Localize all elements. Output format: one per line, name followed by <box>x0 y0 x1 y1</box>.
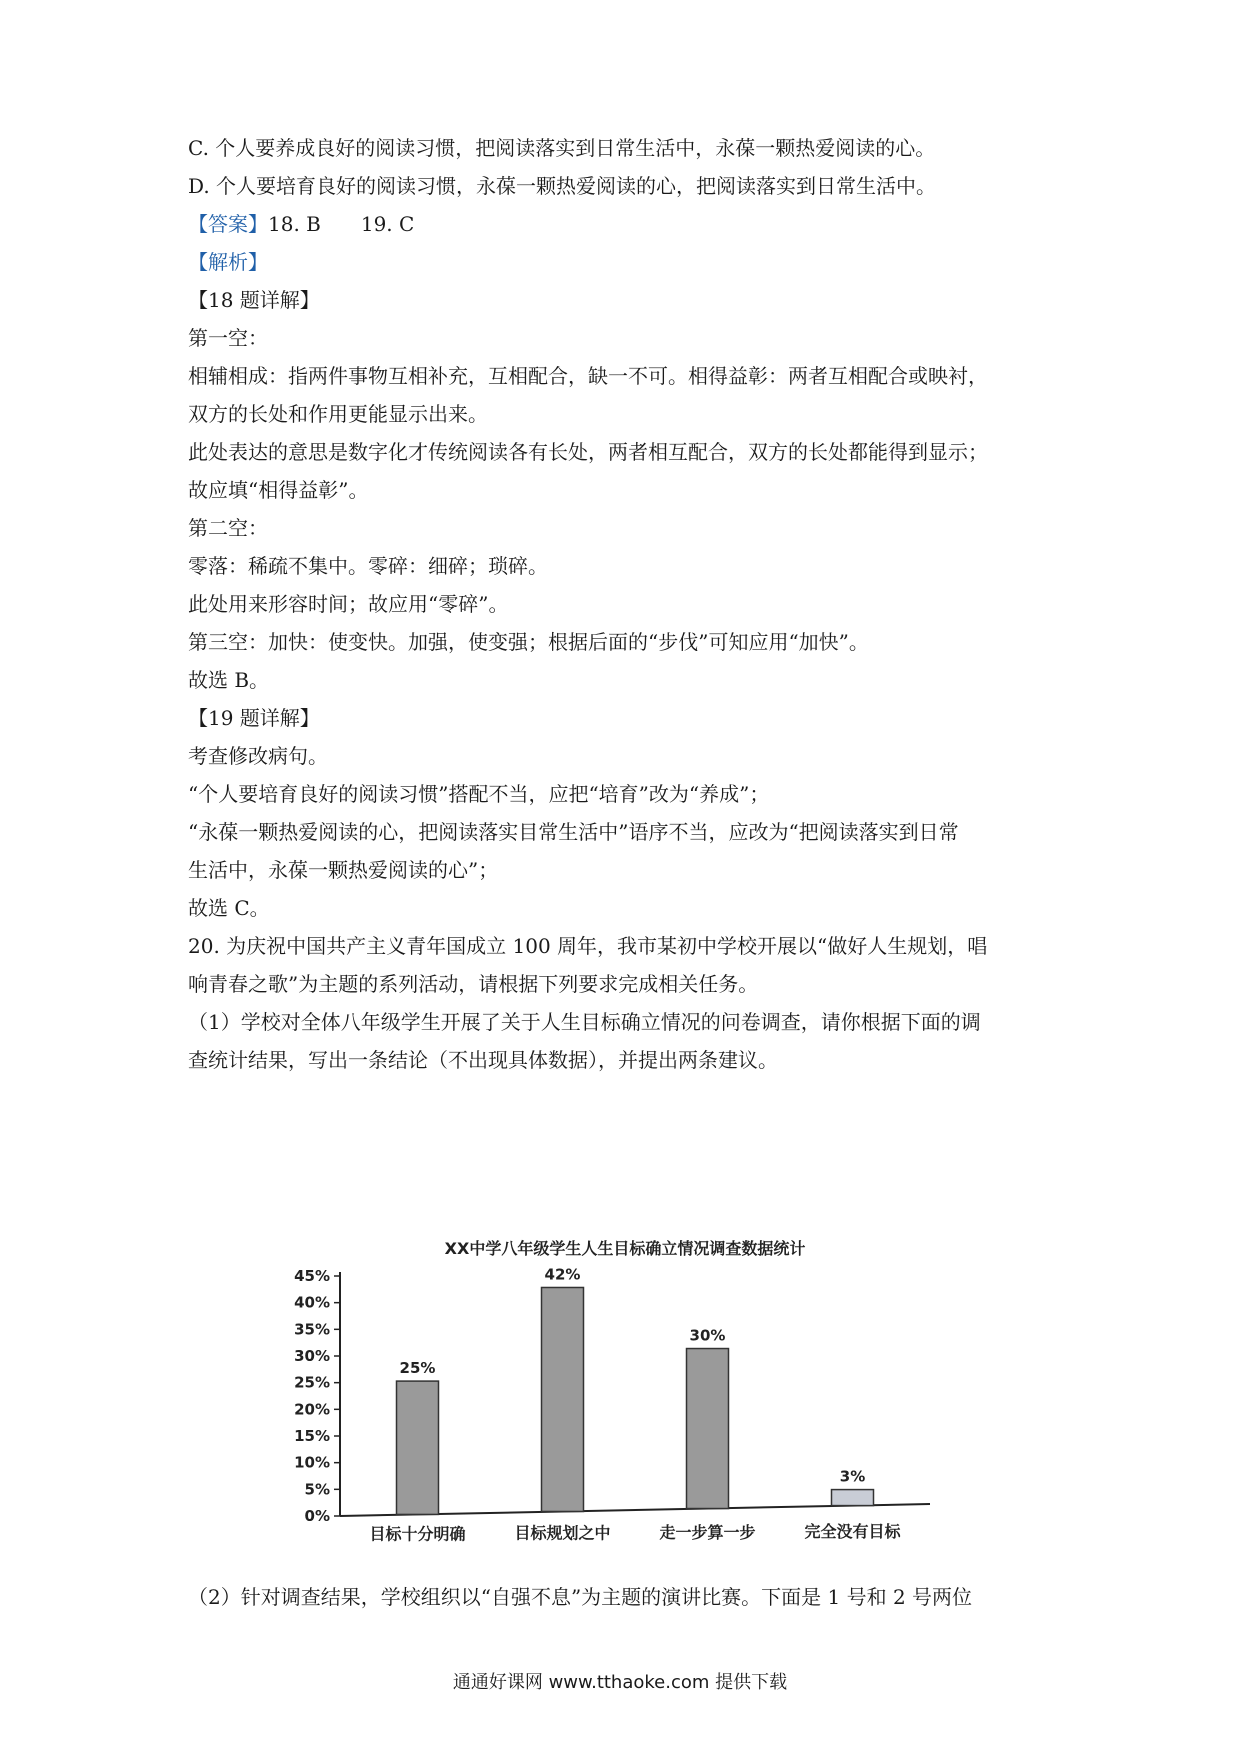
paragraph-line: 第一空： <box>188 326 268 350</box>
x-category-label: 目标十分明确 <box>369 1524 466 1544</box>
paragraph-line: 考查修改病句。 <box>188 744 328 768</box>
paragraph-line: 生活中，永葆一颗热爱阅读的心”； <box>188 858 499 882</box>
y-tick-label: 10% <box>294 1453 330 1472</box>
bar <box>397 1381 439 1514</box>
footer-credit: 通通好课网 www.tthaoke.com 提供下载 <box>452 1672 788 1693</box>
option-c: C. 个人要养成良好的阅读习惯，把阅读落实到日常生活中，永葆一颗热爱阅读的心。 <box>188 136 936 160</box>
question-20: 20. 为庆祝中国共产主义青年国成立 100 周年，我市某初中学校开展以“做好人生规划，唱 <box>188 934 988 958</box>
subquestion-2: （2）针对调查结果，学校组织以“自强不息”为主题的演讲比赛。下面是 1 号和 2 号两位 <box>188 1585 973 1609</box>
paragraph-line: 故应填“相得益彰”。 <box>188 478 369 502</box>
bar-data-label: 42% <box>544 1265 581 1284</box>
y-tick-label: 5% <box>304 1480 330 1499</box>
paragraph-line: 故选 B。 <box>188 668 270 692</box>
y-tick-label: 35% <box>294 1320 330 1339</box>
paragraph-line: 此处表达的意思是数字化才传统阅读各有长处，两者相互配合，双方的长处都能得到显示； <box>188 440 988 464</box>
x-category-label: 走一步算一步 <box>659 1522 756 1542</box>
y-tick-label: 20% <box>294 1400 330 1419</box>
x-category-label: 完全没有目标 <box>804 1521 901 1541</box>
answer-text: 18. B 19. C <box>268 212 415 236</box>
option-d: D. 个人要培育良好的阅读习惯，永葆一颗热爱阅读的心，把阅读落实到日常生活中。 <box>188 174 937 198</box>
bar-data-label: 25% <box>399 1359 436 1378</box>
paragraph-line: 零落：稀疏不集中。零碎：细碎；琐碎。 <box>188 554 548 578</box>
analysis-label: 【解析】 <box>188 250 268 274</box>
bar <box>687 1349 729 1509</box>
y-tick-label: 25% <box>294 1373 330 1392</box>
survey-bar-chart <box>280 1228 960 1548</box>
answer-label: 【答案】 <box>188 212 268 236</box>
bar <box>542 1287 584 1511</box>
subquestion-1: （1）学校对全体八年级学生开展了关于人生目标确立情况的问卷调查，请你根据下面的调 <box>188 1010 981 1034</box>
bar-data-label: 3% <box>839 1467 866 1486</box>
paragraph-line: 响青春之歌”为主题的系列活动，请根据下列要求完成相关任务。 <box>188 972 759 996</box>
paragraph-line: “永葆一颗热爱阅读的心，把阅读落实目常生活中”语序不当，应改为“把阅读落实到日常 <box>188 820 959 844</box>
bar <box>832 1490 874 1506</box>
paragraph-line: 第三空：加快：使变快。加强，使变强；根据后面的“步伐”可知应用“加快”。 <box>188 630 869 654</box>
paragraph-line: 第二空： <box>188 516 268 540</box>
x-category-label: 目标规划之中 <box>514 1523 611 1543</box>
y-tick-label: 15% <box>294 1427 330 1445</box>
paragraph-line: 相辅相成：指两件事物互相补充，互相配合，缺一不可。相得益彰：两者互相配合或映衬， <box>188 364 988 388</box>
paragraph-line: “个人要培育良好的阅读习惯”搭配不当，应把“培育”改为“养成”； <box>188 782 770 806</box>
paragraph-line: 故选 C。 <box>188 896 270 920</box>
paragraph-line: 双方的长处和作用更能显示出来。 <box>188 402 488 426</box>
paragraph-line: 查统计结果，写出一条结论（不出现具体数据），并提出两条建议。 <box>188 1048 778 1072</box>
q18-heading: 【18 题详解】 <box>188 288 320 312</box>
bar-data-label: 30% <box>689 1326 726 1345</box>
y-tick-label: 40% <box>294 1293 330 1312</box>
y-tick-label: 45% <box>294 1267 330 1285</box>
chart-title: XX中学八年级学生人生目标确立情况调查数据统计 <box>444 1239 806 1258</box>
paragraph-line: 此处用来形容时间；故应用“零碎”。 <box>188 592 509 616</box>
q19-heading: 【19 题详解】 <box>188 706 320 730</box>
y-tick-label: 30% <box>294 1347 330 1365</box>
answer-line <box>188 212 414 236</box>
y-tick-label: 0% <box>304 1507 330 1525</box>
